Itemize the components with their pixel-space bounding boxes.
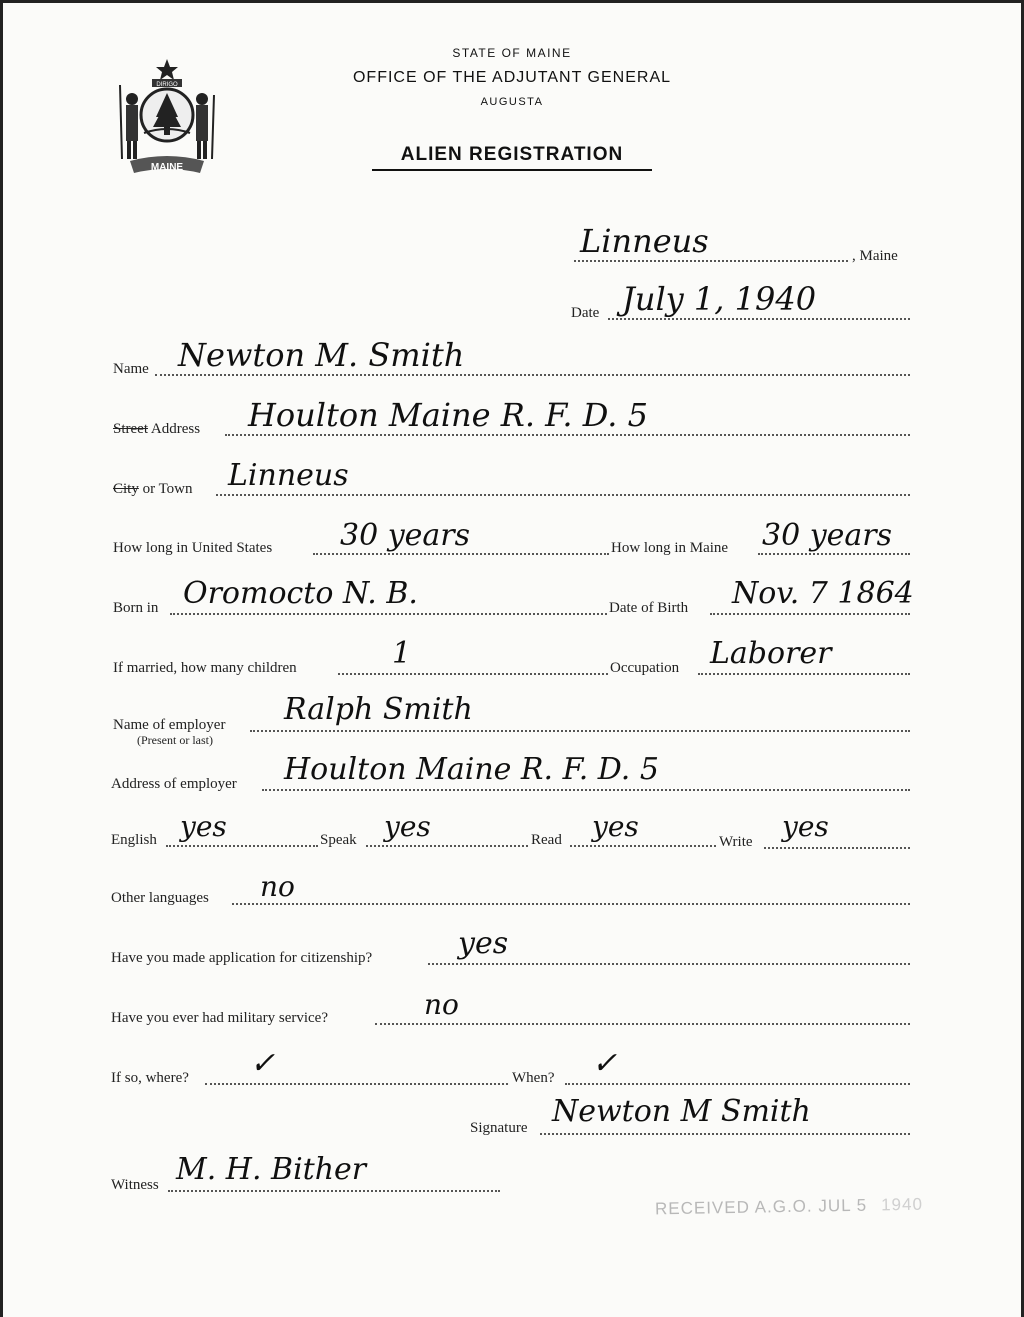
name-label: Name [113, 361, 149, 377]
address-label [113, 421, 200, 438]
if-so-where-label: If so, where? [111, 1070, 189, 1086]
other-languages-label: Other languages [111, 890, 209, 906]
town-maine-line [574, 260, 848, 262]
military-label: Have you ever had military service? [111, 1010, 328, 1026]
speak-entry: yes [384, 810, 431, 843]
read-label: Read [531, 832, 562, 848]
street-struck-label: Street [113, 421, 148, 437]
address-label-text: Address [148, 421, 201, 437]
seal-banner-text: MAINE [150, 162, 184, 173]
name-line [155, 374, 910, 376]
received-stamp [655, 1195, 923, 1220]
header-state: STATE OF MAINE [452, 46, 572, 60]
military-line [375, 1023, 910, 1025]
occupation-label: Occupation [610, 660, 680, 676]
signature-label: Signature [470, 1120, 528, 1136]
date-entry: July 1, 1940 [622, 280, 817, 318]
witness-entry: M. H. Bither [176, 1152, 367, 1187]
how-long-us-label: How long in United States [113, 540, 273, 556]
date-of-birth-label: Date of Birth [609, 600, 689, 616]
date-of-birth-line [710, 613, 910, 615]
when-label: When? [512, 1070, 555, 1086]
date-of-birth-entry: Nov. 7 1864 [732, 576, 914, 611]
occupation-line [698, 673, 910, 675]
years-us-entry: 30 years [340, 518, 471, 553]
speak-line [366, 845, 528, 847]
received-stamp-text: RECEIVED A.G.O. JUL 5 [654, 1195, 868, 1219]
town-label [113, 481, 193, 498]
how-long-us-line [313, 553, 609, 555]
write-entry: yes [782, 810, 829, 843]
town-entry: Linneus [228, 458, 349, 493]
seal-motto-text: DIRIGO [156, 82, 178, 88]
occupation-entry: Laborer [710, 636, 832, 671]
date-line [608, 318, 910, 320]
received-stamp-year: 1940 [880, 1194, 924, 1215]
date-label: Date [571, 305, 600, 321]
address-line [225, 434, 910, 436]
name-entry: Newton M. Smith [178, 336, 465, 374]
speak-label: Speak [320, 832, 357, 848]
write-label: Write [719, 834, 753, 850]
english-line [166, 845, 318, 847]
city-struck-label: City [113, 481, 139, 497]
where-entry: ✓ [250, 1046, 276, 1081]
title-underline [372, 169, 652, 171]
employer-name-line [250, 730, 910, 732]
born-in-label: Born in [113, 600, 159, 616]
other-languages-line [232, 903, 910, 905]
write-line [764, 847, 910, 849]
employer-address-entry: Houlton Maine R. F. D. 5 [284, 752, 659, 787]
citizenship-entry: yes [458, 926, 509, 961]
town-label-text: or Town [138, 481, 193, 497]
where-line [205, 1083, 508, 1085]
header-office: OFFICE OF THE ADJUTANT GENERAL [352, 69, 672, 86]
form-title: ALIEN REGISTRATION [400, 144, 624, 165]
maine-label: , Maine [852, 248, 898, 264]
employer-name-label: Name of employer [113, 717, 226, 733]
read-line [570, 845, 716, 847]
years-maine-entry: 30 years [762, 518, 893, 553]
header-city: AUGUSTA [480, 96, 544, 108]
read-entry: yes [592, 810, 639, 843]
page-border-top [0, 0, 1024, 3]
employer-address-line [262, 789, 910, 791]
married-children-label: If married, how many children [113, 660, 297, 676]
how-long-maine-line [758, 553, 910, 555]
children-entry: 1 [392, 636, 412, 671]
signature-line [540, 1133, 910, 1135]
witness-label: Witness [111, 1177, 159, 1193]
english-label: English [111, 832, 157, 848]
page-border-left [0, 0, 3, 1317]
born-in-line [170, 613, 607, 615]
other-languages-entry: no [260, 870, 295, 903]
children-line [338, 673, 608, 675]
born-in-entry: Oromocto N. B. [183, 576, 418, 611]
when-entry: ✓ [592, 1046, 618, 1081]
how-long-maine-label: How long in Maine [611, 540, 729, 556]
signature-entry: Newton M Smith [552, 1094, 811, 1129]
town-maine-entry: Linneus [580, 222, 709, 260]
witness-line [168, 1190, 500, 1192]
address-entry: Houlton Maine R. F. D. 5 [248, 396, 648, 434]
when-line [565, 1083, 910, 1085]
english-entry: yes [180, 810, 227, 843]
employer-address-label: Address of employer [111, 776, 237, 792]
employer-name-entry: Ralph Smith [284, 692, 473, 727]
citizenship-line [428, 963, 910, 965]
present-or-last-label: (Present or last) [137, 733, 213, 747]
citizenship-label: Have you made application for citizenship? [111, 950, 373, 966]
military-entry: no [424, 988, 459, 1021]
town-line [216, 494, 910, 496]
